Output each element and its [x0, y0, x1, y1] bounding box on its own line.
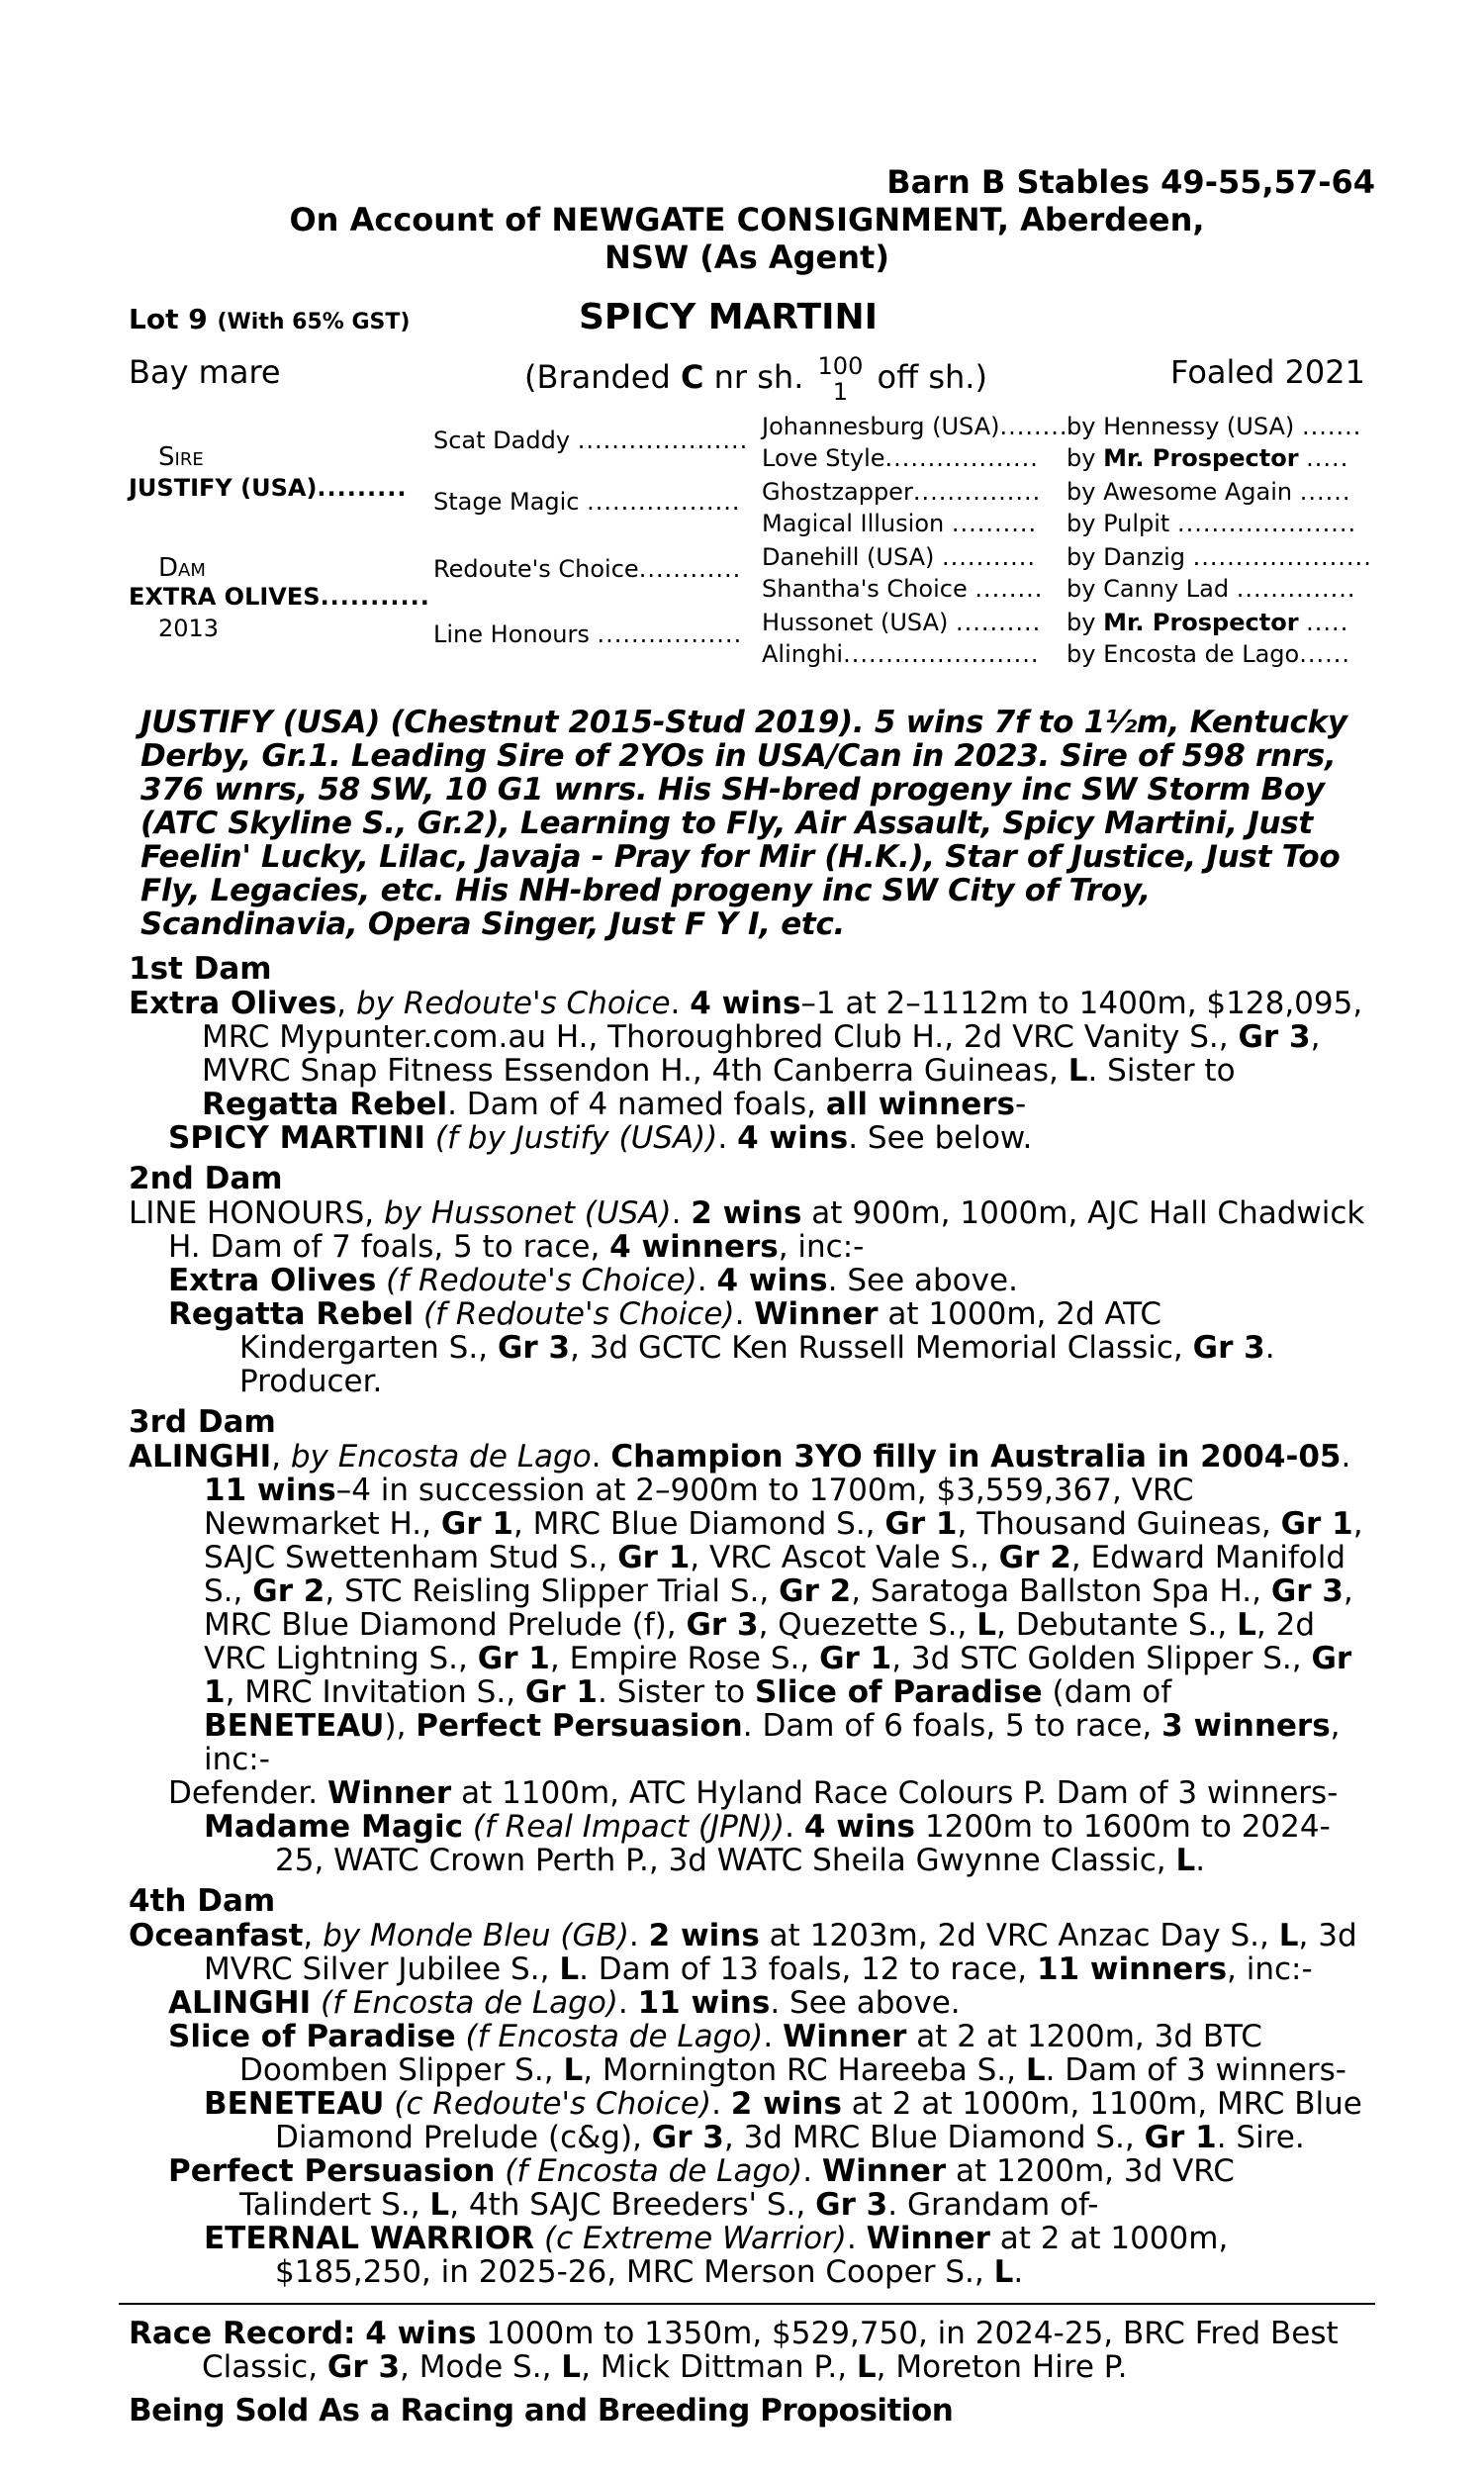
- ped-g2-sire-0: by Hennessy (USA) .......: [1067, 413, 1362, 440]
- fourth-dam-text: Oceanfast, by Monde Bleu (GB). 2 wins at 1203m, 2d VRC Anzac Day S., L, 3d MVRC Silver Jubilee S., L. Dam of 13 foals, 12 to race, 11 winners, inc:-: [129, 1918, 1357, 1987]
- lot-number: Lot 9 (With 65% GST): [129, 303, 411, 335]
- first-dam-title: 1st Dam: [129, 951, 272, 987]
- ped-g2-0: Johannesburg (USA)........: [762, 413, 1068, 440]
- vendor-line-2: NSW (As Agent): [604, 238, 889, 276]
- ped-g1-0: Scat Daddy ....................: [433, 427, 749, 454]
- dam-year: 2013: [158, 615, 220, 642]
- first-dam-text: Extra Olives, by Redoute's Choice. 4 wins–1 at 2–1112m to 1400m, $128,095, MRC Mypunter.com.au H., Thoroughbred Club H., 2d VRC Vanity S., Gr 3, MVRC Snap Fitness Essendon H., 4th Canberra Guineas, L. Sister to Regatta Rebel. Dam of 4 named foals, all winners-: [129, 986, 1363, 1122]
- ped-g2-sire-2: by Awesome Again ......: [1067, 478, 1351, 506]
- ped-g2-2: Ghostzapper...............: [762, 478, 1042, 506]
- ped-g2-4: Danehill (USA) ...........: [762, 543, 1036, 571]
- fourth-dam-section: [129, 1883, 1365, 2289]
- third-dam-grandfoal-madame-magic: Madame Magic (f Real Impact (JPN)). 4 wins 1200m to 1600m to 2024-25, WATC Crown Perth P., 3d WATC Sheila Gwynne Classic, L.: [204, 1809, 1331, 1878]
- second-dam-title: 2nd Dam: [129, 1161, 283, 1196]
- ped-g2-sire-5: by Canny Lad ..............: [1067, 575, 1356, 603]
- brand-number: 100 1: [817, 352, 864, 406]
- ped-g1-2: Redoute's Choice............: [433, 555, 742, 583]
- ped-g2-sire-6: by Mr. Prospector .....: [1067, 609, 1349, 636]
- brand-info: (Branded C nr sh. 100 1 off sh.): [524, 352, 987, 406]
- horse-sex: Bay mare: [129, 353, 281, 391]
- ped-g1-1: Stage Magic ..................: [433, 488, 741, 516]
- fourth-dam-title: 4th Dam: [129, 1883, 276, 1919]
- second-dam-foal-regatta-rebel: Regatta Rebel (f Redoute's Choice). Winner at 1000m, 2d ATC Kindergarten S., Gr 3, 3d GCTC Ken Russell Memorial Classic, Gr 3. Producer.: [168, 1296, 1275, 1399]
- horse-name: SPICY MARTINI: [579, 297, 878, 337]
- second-dam-section: [129, 1161, 1365, 1398]
- pedigree-table: [129, 413, 1372, 700]
- first-dam-foal-spicy-martini: SPICY MARTINI (f by Justify (USA)). 4 wins. See below.: [168, 1120, 1033, 1156]
- lot-row: [129, 290, 1365, 341]
- third-dam-text: ALINGHI, by Encosta de Lago. Champion 3YO filly in Australia in 2004-05. 11 wins–4 in succession at 2–900m to 1700m, $3,559,367, VRC Newmarket H., Gr 1, MRC Blue Diamond S., Gr 1, Thousand Guineas, Gr 1, SAJC Swettenham Stud S., Gr 1, VRC Ascot Vale S., Gr 2, Edward Manifold S., Gr 2, STC Reisling Slipper Trial S., Gr 2, Saratoga Ballston Spa H., Gr 3, MRC Blue Diamond Prelude (f), Gr 3, Quezette S., L, Debutante S., L, 2d VRC Lightning S., Gr 1, Empire Rose S., Gr 1, 3d STC Golden Slipper S., Gr 1, MRC Invitation S., Gr 1. Sister to Slice of Paradise (dam of BENETEAU), Perfect Persuasion. Dam of 6 foals, 5 to race, 3 winners, inc:-: [129, 1439, 1363, 1777]
- third-dam-foal-defender: Defender. Winner at 1100m, ATC Hyland Race Colours P. Dam of 3 winners-: [168, 1775, 1339, 1811]
- ped-g2-7: Alinghi.......................: [762, 640, 1040, 668]
- catalogue-page: [129, 163, 1375, 2428]
- ped-g2-sire-3: by Pulpit .....................: [1067, 510, 1357, 537]
- ped-g2-1: Love Style..................: [762, 444, 1039, 472]
- ped-g2-sire-4: by Danzig .....................: [1067, 543, 1372, 571]
- third-dam-title: 3rd Dam: [129, 1404, 276, 1440]
- dam-name: EXTRA OLIVES...........: [129, 583, 430, 611]
- sire-note: JUSTIFY (USA) (Chestnut 2015-Stud 2019). 5 wins 7f to 1½m, Kentucky Derby, Gr.1. Leading Sire of 2YOs in USA/Can in 2023. Sire of 598 rnrs, 376 wnrs, 58 SW, 10 G1 wnrs. His SH-bred progeny inc SW Storm Boy (ATC Skyline S., Gr.2), Learning to Fly, Air Assault, Spicy Martini, Just Feelin' Lucky, Lilac, Javaja - Pray for Mir (H.K.), Star of Justice, Just Too Fly, Legacies, etc. His NH-bred progeny inc SW City of Troy, Scandinavia, Opera Singer, Just F Y I, etc.: [140, 705, 1347, 942]
- gst-note: (With 65% GST): [217, 310, 411, 334]
- foaled-year: Foaled 2021: [1170, 353, 1365, 391]
- ped-g2-sire-7: by Encosta de Lago......: [1067, 640, 1350, 668]
- ped-g2-5: Shantha's Choice ........: [762, 575, 1044, 603]
- ped-g2-6: Hussonet (USA) ..........: [762, 609, 1042, 636]
- ped-g2-3: Magical Illusion ..........: [762, 510, 1038, 537]
- sire-label: Sire: [158, 442, 204, 472]
- fourth-dam-foal-perfect-persuasion: Perfect Persuasion (f Encosta de Lago). Winner at 1200m, 3d VRC Talindert S., L, 4th SAJC Breeders' S., Gr 3. Grandam of-: [168, 2153, 1235, 2223]
- fourth-dam-grandfoal-beneteau: BENETEAU (c Redoute's Choice). 2 wins at 2 at 1000m, 1100m, MRC Blue Diamond Prelude (c&g), Gr 3, 3d MRC Blue Diamond S., Gr 1. Sire.: [204, 2086, 1362, 2155]
- second-dam-foal-extra-olives: Extra Olives (f Redoute's Choice). 4 wins. See above.: [168, 1263, 1018, 1298]
- vendor-line-1: On Account of NEWGATE CONSIGNMENT, Aberdeen,: [289, 201, 1205, 238]
- first-dam-section: [129, 951, 1365, 1155]
- fourth-dam-grandfoal-eternal-warrior: ETERNAL WARRIOR (c Extreme Warrior). Winner at 2 at 1000m, $185,250, in 2025-26, MRC Merson Cooper S., L.: [204, 2221, 1229, 2290]
- stables-location: Barn B Stables 49-55,57-64: [886, 163, 1375, 201]
- brand-symbol: C: [680, 358, 704, 396]
- dam-label: Dam: [158, 553, 206, 583]
- fourth-dam-foal-alinghi: ALINGHI (f Encosta de Lago). 11 wins. See above.: [168, 1985, 961, 2021]
- sale-proposition: Being Sold As a Racing and Breeding Proposition: [129, 2393, 954, 2428]
- race-record: Race Record: 4 wins 1000m to 1350m, $529,750, in 2024-25, BRC Fred Best Classic, Gr 3, Mode S., L, Mick Dittman P., L, Moreton Hire P.: [129, 2316, 1339, 2385]
- fourth-dam-foal-slice-of-paradise: Slice of Paradise (f Encosta de Lago). Winner at 2 at 1200m, 3d BTC Doomben Slipper S., L, Mornington RC Hareeba S., L. Dam of 3 winners-: [168, 2019, 1346, 2088]
- third-dam-section: [129, 1404, 1365, 1877]
- ped-g1-3: Line Honours .................: [433, 620, 743, 648]
- second-dam-text: LINE HONOURS, by Hussonet (USA). 2 wins at 900m, 1000m, AJC Hall Chadwick H. Dam of 7 foals, 5 to race, 4 winners, inc:-: [129, 1195, 1365, 1265]
- info-row: [129, 341, 1365, 411]
- divider-rule: [119, 2303, 1375, 2305]
- ped-g2-sire-1: by Mr. Prospector .....: [1067, 444, 1349, 472]
- sire-name: JUSTIFY (USA).........: [129, 474, 408, 502]
